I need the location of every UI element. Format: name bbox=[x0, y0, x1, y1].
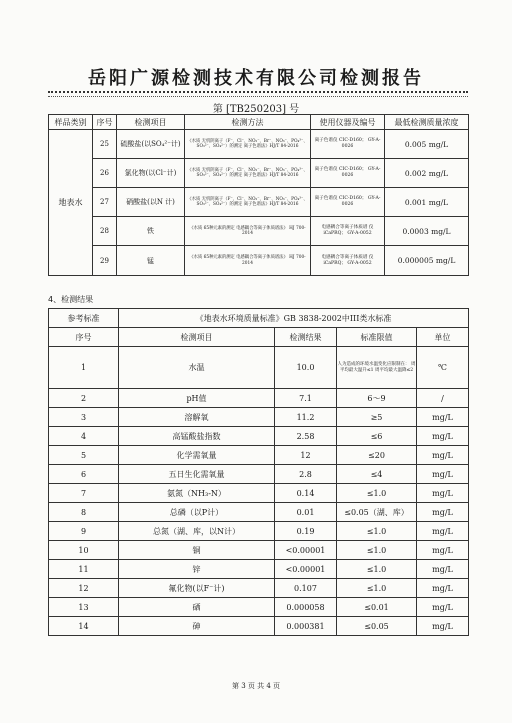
row-unit: mg/L bbox=[417, 560, 469, 579]
row-no: 5 bbox=[49, 446, 119, 465]
method-table bbox=[48, 114, 469, 276]
results-table-header bbox=[49, 328, 469, 347]
row-method: 《水质 无机阴离子（F⁻、Cl⁻、NO₂⁻、Br⁻、NO₃⁻、PO₄³⁻、SO₃²⁻、SO₄²⁻）的测定 离子色谱法》HJ/T 84-2016 bbox=[185, 159, 311, 188]
row-limit: ≤20 bbox=[337, 446, 417, 465]
row-conc: 0.0003 mg/L bbox=[385, 217, 469, 246]
table-row bbox=[49, 484, 469, 503]
row-conc: 0.001 mg/L bbox=[385, 188, 469, 217]
row-result: 2.58 bbox=[275, 427, 337, 446]
table-row bbox=[49, 598, 469, 617]
row-limit: ≤0.05（湖、库） bbox=[337, 503, 417, 522]
row-method: 《水质 65种元素的测定 电感耦合等离子体质谱法》 HJ 700-2014 bbox=[185, 246, 311, 276]
row-no: 9 bbox=[49, 522, 119, 541]
results-table bbox=[48, 308, 469, 636]
row-unit: mg/L bbox=[417, 598, 469, 617]
row-item: 铁 bbox=[117, 217, 185, 246]
table-row bbox=[49, 408, 469, 427]
header-instrument: 使用仪器及编号 bbox=[311, 115, 385, 130]
row-item: 硝酸盐(以N 计) bbox=[117, 188, 185, 217]
row-result: 0.000381 bbox=[275, 617, 337, 636]
table-row bbox=[49, 389, 469, 408]
table-row bbox=[49, 579, 469, 598]
header-method: 检测方法 bbox=[185, 115, 311, 130]
table-row bbox=[49, 541, 469, 560]
row-instrument: 离子色谱仪 CIC-D160； GY-A-0026 bbox=[311, 188, 385, 217]
header-item: 检测项目 bbox=[119, 328, 275, 347]
row-item: 硒 bbox=[119, 598, 275, 617]
row-limit: ≤0.05 bbox=[337, 617, 417, 636]
row-item: 溶解氧 bbox=[119, 408, 275, 427]
table-row bbox=[49, 617, 469, 636]
header-no: 序号 bbox=[49, 328, 119, 347]
row-result: 11.2 bbox=[275, 408, 337, 427]
reference-standard: 《地表水环境质量标准》GB 3838-2002中III类水标准 bbox=[119, 309, 469, 328]
table-row bbox=[49, 503, 469, 522]
row-item: 高锰酸盐指数 bbox=[119, 427, 275, 446]
row-item: 锰 bbox=[117, 246, 185, 276]
row-result: 12 bbox=[275, 446, 337, 465]
row-no: 14 bbox=[49, 617, 119, 636]
row-instrument: 电感耦合等离子体质谱 仪iCaPRQ； GY-A-0052 bbox=[311, 246, 385, 276]
table-row bbox=[49, 522, 469, 541]
header-item: 检测项目 bbox=[117, 115, 185, 130]
row-conc: 0.005 mg/L bbox=[385, 130, 469, 159]
row-item: 铜 bbox=[119, 541, 275, 560]
page-footer: 第 3 页 共 4 页 bbox=[231, 682, 281, 690]
report-number: 第 [TB250203] 号 bbox=[212, 104, 300, 115]
row-limit: 6～9 bbox=[337, 389, 417, 408]
row-result: 0.000058 bbox=[275, 598, 337, 617]
row-result: 7.1 bbox=[275, 389, 337, 408]
table-row bbox=[49, 130, 469, 159]
header-result: 检测结果 bbox=[275, 328, 337, 347]
table-row bbox=[49, 246, 469, 276]
row-unit: mg/L bbox=[417, 446, 469, 465]
row-no: 4 bbox=[49, 427, 119, 446]
row-result: 0.107 bbox=[275, 579, 337, 598]
row-unit: ℃ bbox=[417, 347, 469, 389]
row-no: 25 bbox=[93, 130, 117, 159]
row-result: 0.01 bbox=[275, 503, 337, 522]
row-item: 氟化物(以F⁻计) bbox=[119, 579, 275, 598]
table-row bbox=[49, 446, 469, 465]
row-unit: mg/L bbox=[417, 541, 469, 560]
row-conc: 0.000005 mg/L bbox=[385, 246, 469, 276]
header-min-conc: 最低检测质量浓度 bbox=[385, 115, 469, 130]
row-limit: ≤1.0 bbox=[337, 579, 417, 598]
header-unit: 单位 bbox=[417, 328, 469, 347]
row-unit: mg/L bbox=[417, 408, 469, 427]
row-limit: ≤6 bbox=[337, 427, 417, 446]
row-no: 10 bbox=[49, 541, 119, 560]
table-row bbox=[49, 560, 469, 579]
row-unit: / bbox=[417, 389, 469, 408]
row-item: 砷 bbox=[119, 617, 275, 636]
row-limit: ≤0.01 bbox=[337, 598, 417, 617]
row-result: <0.00001 bbox=[275, 560, 337, 579]
row-unit: mg/L bbox=[417, 465, 469, 484]
row-limit: ≤1.0 bbox=[337, 484, 417, 503]
row-no: 2 bbox=[49, 389, 119, 408]
row-item: 五日生化需氧量 bbox=[119, 465, 275, 484]
row-no: 11 bbox=[49, 560, 119, 579]
report-title: 岳阳广源检测技术有限公司检测报告 bbox=[88, 68, 424, 89]
table-row bbox=[49, 347, 469, 389]
row-item: 化学需氧量 bbox=[119, 446, 275, 465]
title-divider-thin bbox=[48, 96, 468, 97]
row-unit: mg/L bbox=[417, 427, 469, 446]
row-no: 26 bbox=[93, 159, 117, 188]
row-method: 《水质 65种元素的测定 电感耦合等离子体质谱法》 HJ 700-2014 bbox=[185, 217, 311, 246]
row-no: 27 bbox=[93, 188, 117, 217]
table-row bbox=[49, 217, 469, 246]
row-item: 氯化物(以Cl⁻计) bbox=[117, 159, 185, 188]
row-result: 10.0 bbox=[275, 347, 337, 389]
row-item: pH值 bbox=[119, 389, 275, 408]
row-instrument: 电感耦合等离子体质谱 仪iCaPRQ； GY-A-0052 bbox=[311, 217, 385, 246]
row-unit: mg/L bbox=[417, 503, 469, 522]
row-item: 水温 bbox=[119, 347, 275, 389]
row-limit: ≤1.0 bbox=[337, 560, 417, 579]
header-category: 样品类别 bbox=[49, 115, 93, 130]
row-conc: 0.002 mg/L bbox=[385, 159, 469, 188]
row-no: 12 bbox=[49, 579, 119, 598]
row-item: 总磷（以P计） bbox=[119, 503, 275, 522]
row-limit: ≤1.0 bbox=[337, 541, 417, 560]
row-no: 8 bbox=[49, 503, 119, 522]
row-item: 硫酸盐(以SO₄²⁻计) bbox=[117, 130, 185, 159]
row-item: 锌 bbox=[119, 560, 275, 579]
row-result: <0.00001 bbox=[275, 541, 337, 560]
sample-category: 地表水 bbox=[49, 130, 93, 276]
row-no: 7 bbox=[49, 484, 119, 503]
table-row bbox=[49, 159, 469, 188]
row-item: 氨氮（NH₃-N） bbox=[119, 484, 275, 503]
row-result: 0.19 bbox=[275, 522, 337, 541]
row-item: 总氮（湖、库，以N计） bbox=[119, 522, 275, 541]
method-table-header bbox=[49, 115, 469, 130]
row-result: 2.8 bbox=[275, 465, 337, 484]
row-limit: 人为造成的环境水温变化应限制在： 周平均最大温升≤1 周平均最大温降≤2 bbox=[337, 347, 417, 389]
row-limit: ≤4 bbox=[337, 465, 417, 484]
title-divider bbox=[48, 91, 468, 93]
row-unit: mg/L bbox=[417, 579, 469, 598]
table-row bbox=[49, 465, 469, 484]
row-unit: mg/L bbox=[417, 617, 469, 636]
row-no: 29 bbox=[93, 246, 117, 276]
row-unit: mg/L bbox=[417, 484, 469, 503]
row-method: 《水质 无机阴离子（F⁻、Cl⁻、NO₂⁻、Br⁻、NO₃⁻、PO₄³⁻、SO₃²⁻、SO₄²⁻）的测定 离子色谱法》HJ/T 84-2016 bbox=[185, 188, 311, 217]
row-instrument: 离子色谱仪 CIC-D160； GY-A-0026 bbox=[311, 130, 385, 159]
header-no: 序号 bbox=[93, 115, 117, 130]
row-result: 0.14 bbox=[275, 484, 337, 503]
row-no: 13 bbox=[49, 598, 119, 617]
header-limit: 标准限值 bbox=[337, 328, 417, 347]
section-title: 4、检测结果 bbox=[48, 295, 94, 304]
row-no: 28 bbox=[93, 217, 117, 246]
row-method: 《水质 无机阴离子（F⁻、Cl⁻、NO₂⁻、Br⁻、NO₃⁻、PO₄³⁻、SO₃²⁻、SO₄²⁻）的测定 离子色谱法》HJ/T 84-2016 bbox=[185, 130, 311, 159]
row-unit: mg/L bbox=[417, 522, 469, 541]
reference-label: 参考标准 bbox=[49, 309, 119, 328]
row-limit: ≤1.0 bbox=[337, 522, 417, 541]
row-limit: ≥5 bbox=[337, 408, 417, 427]
row-no: 6 bbox=[49, 465, 119, 484]
table-row bbox=[49, 427, 469, 446]
table-row bbox=[49, 188, 469, 217]
row-instrument: 离子色谱仪 CIC-D160； GY-A-0026 bbox=[311, 159, 385, 188]
reference-standard-row bbox=[49, 309, 469, 328]
row-no: 3 bbox=[49, 408, 119, 427]
row-no: 1 bbox=[49, 347, 119, 389]
